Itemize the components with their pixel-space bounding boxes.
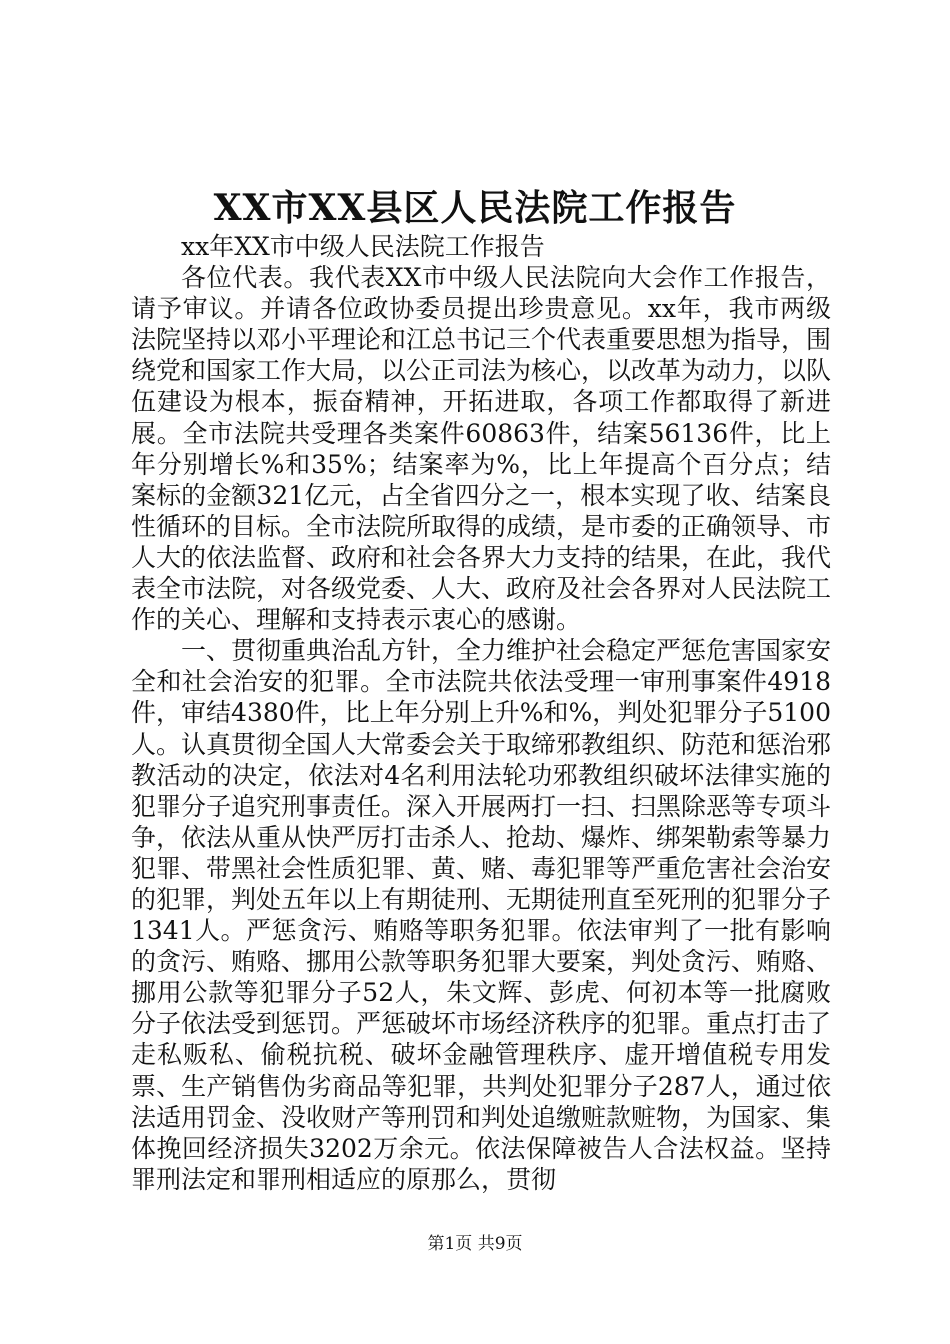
page-number: 第1页 — [427, 1234, 473, 1254]
page-footer — [0, 1232, 950, 1256]
document-subtitle: xx年XX市中级人民法院工作报告 — [181, 232, 545, 261]
document-body — [131, 231, 831, 1195]
total-pages: 共9页 — [477, 1234, 523, 1254]
paragraph-opening: 各位代表。我代表XX市中级人民法院向大会作工作报告，请予审议。并请各位政协委员提出珍贵意见。xx年，我市两级法院坚持以邓小平理论和江总书记三个代表重要思想为指导，围绕党和国家工作大局，以公正司法为核心，以改革为动力，以队伍建设为根本，振奋精神，开拓进取，各项工作都取得了新进展。全市法院共受理各类案件60863件，结案56136件，比上年分别增长%和35%；结案率为%，比上年提高个百分点；结案标的金额321亿元，占全省四分之一，根本实现了收、结案良性循环的目标。全市法院所取得的成绩，是市委的正确领导、市人大的依法监督、政府和社会各界大力支持的结果，在此，我代表全市法院，对各级党委、人大、政府及社会各界对人民法院工作的关心、理解和支持表示衷心的感谢。 — [131, 263, 832, 635]
paragraph-section-one: 一、贯彻重典治乱方针，全力维护社会稳定严惩危害国家安全和社会治安的犯罪。全市法院共依法受理一审刑事案件4918件，审结4380件，比上年分别上升%和%，判处犯罪分子5100人。认真贯彻全国人大常委会关于取缔邪教组织、防范和惩治邪教活动的决定，依法对4名利用法轮功邪教组织破坏法律实施的犯罪分子追究刑事责任。深入开展两打一扫、扫黑除恶等专项斗争，依法从重从快严厉打击杀人、抢劫、爆炸、绑架勒索等暴力犯罪、带黑社会性质犯罪、黄、赌、毒犯罪等严重危害社会治安的犯罪，判处五年以上有期徒刑、无期徒刑直至死刑的犯罪分子1341人。严惩贪污、贿赂等职务犯罪。依法审判了一批有影响的贪污、贿赂、挪用公款等职务犯罪大要案，判处贪污、贿赂、挪用公款等犯罪分子52人，朱文辉、彭虎、何初本等一批腐败分子依法受到惩罚。严惩破坏市场经济秩序的犯罪。重点打击了走私贩私、偷税抗税、破坏金融管理秩序、虚开增值税专用发票、生产销售伪劣商品等犯罪，共判处犯罪分子287人，通过依法适用罚金、没收财产等刑罚和判处追缴赃款赃物，为国家、集体挽回经济损失3202万余元。依法保障被告人合法权益。坚持罪刑法定和罪刑相适应的原那么，贯彻 — [131, 636, 832, 1194]
document-title: XX市XX县区人民法院工作报告 — [213, 187, 737, 229]
